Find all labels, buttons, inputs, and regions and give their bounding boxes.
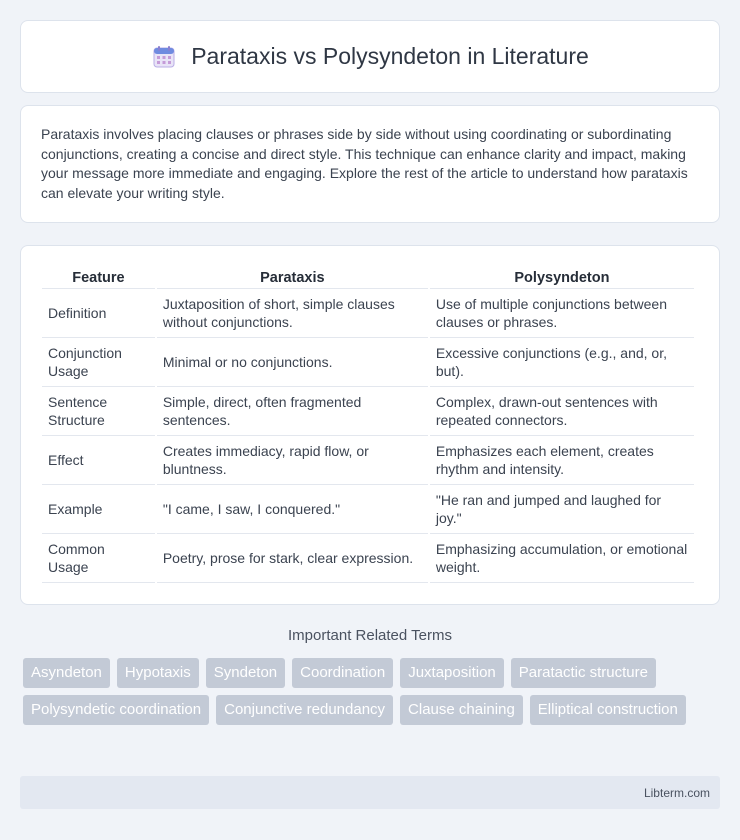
title-wrap bbox=[151, 43, 589, 70]
table-row bbox=[42, 338, 694, 387]
footer bbox=[20, 776, 720, 809]
header-feature: Feature bbox=[42, 264, 155, 289]
parataxis-cell: Creates immediacy, rapid flow, or bluntness. bbox=[157, 436, 428, 485]
related-term-tag[interactable]: Asyndeton bbox=[23, 658, 110, 688]
polysyndeton-cell: Excessive conjunctions (e.g., and, or, but). bbox=[430, 338, 694, 387]
page-title: Parataxis vs Polysyndeton in Literature bbox=[191, 43, 589, 69]
related-term-tag[interactable]: Coordination bbox=[292, 658, 393, 688]
related-term-tag[interactable]: Juxtaposition bbox=[400, 658, 504, 688]
feature-cell: Common Usage bbox=[42, 534, 155, 583]
header-polysyndeton: Polysyndeton bbox=[430, 264, 694, 289]
comparison-card bbox=[20, 245, 720, 605]
related-term-tag[interactable]: Clause chaining bbox=[400, 695, 523, 725]
table-row bbox=[42, 436, 694, 485]
parataxis-cell: Poetry, prose for stark, clear expression. bbox=[157, 534, 428, 583]
polysyndeton-cell: Use of multiple conjunctions between clauses or phrases. bbox=[430, 289, 694, 338]
related-term-tag[interactable]: Syndeton bbox=[206, 658, 285, 688]
table-row bbox=[42, 387, 694, 436]
calendar-icon bbox=[151, 44, 177, 70]
intro-card bbox=[20, 105, 720, 223]
intro-paragraph: Parataxis involves placing clauses or phrases side by side without using coordinating or subordinating conjunctions, creating a concise and direct style. This technique can enhance clarity and impact, making your message more immediate and engaging. Explore the rest of the article to understand how parataxis can elevate your writing style. bbox=[41, 126, 688, 201]
feature-cell: Conjunction Usage bbox=[42, 338, 155, 387]
title-card bbox=[20, 20, 720, 93]
polysyndeton-cell: Emphasizing accumulation, or emotional weight. bbox=[430, 534, 694, 583]
parataxis-cell: Juxtaposition of short, simple clauses without conjunctions. bbox=[157, 289, 428, 338]
comparison-table bbox=[40, 264, 696, 583]
polysyndeton-cell: "He ran and jumped and laughed for joy." bbox=[430, 485, 694, 534]
related-term-tag[interactable]: Paratactic structure bbox=[511, 658, 656, 688]
polysyndeton-cell: Complex, drawn-out sentences with repeated connectors. bbox=[430, 387, 694, 436]
feature-cell: Effect bbox=[42, 436, 155, 485]
polysyndeton-cell: Emphasizes each element, creates rhythm and intensity. bbox=[430, 436, 694, 485]
parataxis-cell: Simple, direct, often fragmented sentences. bbox=[157, 387, 428, 436]
related-term-tag[interactable]: Polysyndetic coordination bbox=[23, 695, 209, 725]
feature-cell: Example bbox=[42, 485, 155, 534]
related-terms-list bbox=[23, 658, 703, 725]
table-row bbox=[42, 289, 694, 338]
footer-site-link[interactable]: Libterm.com bbox=[643, 785, 710, 800]
table-row bbox=[42, 534, 694, 583]
table-row bbox=[42, 485, 694, 534]
header-parataxis: Parataxis bbox=[157, 264, 428, 289]
parataxis-cell: Minimal or no conjunctions. bbox=[157, 338, 428, 387]
table-header-row bbox=[42, 264, 694, 289]
related-terms-heading: Important Related Terms bbox=[288, 627, 452, 644]
related-term-tag[interactable]: Hypotaxis bbox=[117, 658, 199, 688]
related-term-tag[interactable]: Elliptical construction bbox=[530, 695, 686, 725]
related-term-tag[interactable]: Conjunctive redundancy bbox=[216, 695, 393, 725]
parataxis-cell: "I came, I saw, I conquered." bbox=[157, 485, 428, 534]
feature-cell: Sentence Structure bbox=[42, 387, 155, 436]
feature-cell: Definition bbox=[42, 289, 155, 338]
